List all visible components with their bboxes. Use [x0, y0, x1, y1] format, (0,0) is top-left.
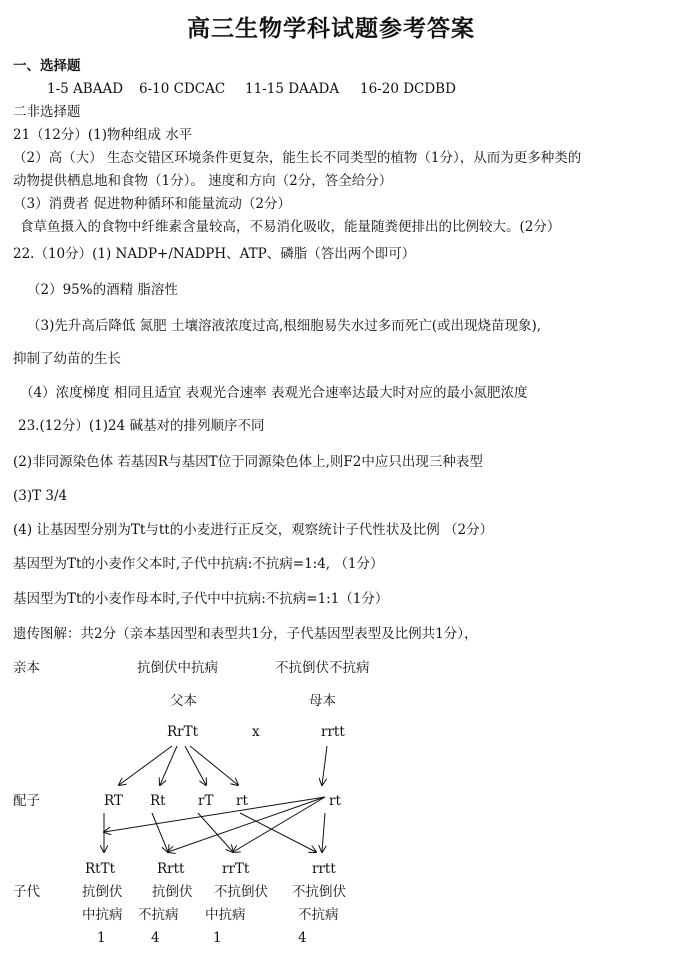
arrow	[119, 746, 172, 785]
section-heading-choice: 一、选择题	[13, 58, 81, 74]
parent-phenotype-mother: 不抗倒伏不抗病	[275, 660, 370, 676]
parent-phenotype-father: 抗倒伏中抗病	[137, 660, 218, 676]
offspring-genotype: RtTt	[85, 861, 116, 877]
offspring-genotype: rrtt	[312, 861, 336, 877]
q23-line: 遗传图解：共2分（亲本基因型和表型共1分，子代基因型表型及比例共1分），	[13, 626, 478, 642]
answer-group: 16-20 DCDBD	[360, 81, 456, 97]
offspring-phenotype: 中抗病	[205, 907, 246, 923]
offspring-phenotype: 中抗病	[82, 907, 123, 923]
offspring-ratio: 4	[298, 930, 307, 946]
gamete: rt	[236, 793, 248, 809]
q23-line: (2)非同源染色体 若基因R与基因T位于同源染色体上,则F2中应只出现三种表型	[13, 454, 483, 470]
page-title: 高三生物学科试题参考答案	[187, 16, 475, 42]
gamete-mother: rt	[329, 793, 341, 809]
q23-line: 基因型为Tt的小麦作母本时,子代中中抗病:不抗病=1:1（1分）	[13, 591, 389, 607]
answer-group: 11-15 DAADA	[245, 81, 340, 97]
offspring-phenotype: 抗倒伏	[82, 884, 123, 900]
gamete-label: 配子	[13, 793, 40, 809]
q23-line: 23.(12分）(1)24 碱基对的排列顺序不同	[18, 418, 265, 434]
q23-line: 基因型为Tt的小麦作父本时,子代中抗病:不抗病=1:4, （1分）	[13, 556, 384, 572]
q21-line: （2）高（大） 生态交错区环境条件更复杂，能生长不同类型的植物（1分），从而为更多种类的	[13, 150, 582, 166]
q22-line: 22.（10分）(1) NADP+/NADPH、ATP、磷脂（答出两个即可）	[13, 246, 416, 262]
q23-line: (3)T 3/4	[13, 488, 68, 504]
offspring-genotype: Rrtt	[157, 861, 185, 877]
mother-label: 母本	[309, 693, 336, 709]
father-genotype: RrTt	[167, 724, 199, 740]
offspring-phenotype: 抗倒伏	[152, 884, 193, 900]
offspring-phenotype: 不抗病	[298, 907, 339, 923]
gamete: Rt	[150, 793, 166, 809]
arrow	[185, 746, 206, 785]
parent-label: 亲本	[13, 660, 40, 676]
offspring-label: 子代	[13, 884, 40, 900]
arrow	[322, 746, 327, 785]
section-heading-nonchoice: 二非选择题	[13, 104, 81, 120]
arrow	[190, 746, 238, 785]
offspring-ratio: 1	[213, 930, 222, 946]
cross-symbol: x	[252, 724, 260, 740]
q21-line: 食草鱼摄入的食物中纤维素含量较高，不易消化吸收，能量随粪便排出的比例较大。(2分）	[20, 219, 561, 235]
arrow	[240, 813, 316, 852]
q21-line: 动物提供栖息地和食物（1分）。 速度和方向（2分，答全给分）	[13, 173, 393, 189]
offspring-ratio: 1	[97, 930, 106, 946]
arrow	[160, 746, 177, 785]
offspring-phenotype: 不抗倒伏	[292, 884, 346, 900]
offspring-phenotype: 不抗倒伏	[214, 884, 268, 900]
offspring-phenotype: 不抗病	[138, 907, 179, 923]
arrow	[152, 813, 168, 852]
answer-group: 1-5 ABAAD	[47, 81, 124, 97]
q22-line: （3)先升高后降低 氮肥 土壤溶液浓度过高,根细胞易失水过多而死亡(或出现烧苗现象),	[27, 318, 542, 334]
answer-group: 6-10 CDCAC	[139, 81, 226, 97]
arrow	[104, 793, 325, 832]
q21-line: 21（12分）(1)物种组成 水平	[13, 127, 193, 143]
q23-line: (4) 让基因型分别为Tt与tt的小麦进行正反交，观察统计子代性状及比例 （2分）	[13, 522, 494, 538]
arrow	[198, 813, 233, 852]
q21-line: （3）消费者 促进物种循环和能量流动（2分）	[13, 196, 291, 212]
gamete: RT	[104, 793, 123, 809]
gamete: rT	[198, 793, 214, 809]
offspring-genotype: rrTt	[222, 861, 250, 877]
offspring-ratio: 4	[151, 930, 160, 946]
q22-line: （4）浓度梯度 相同且适宜 表观光合速率 表观光合速率达最大时对应的最小氮肥浓度	[20, 385, 528, 401]
q22-line: 抑制了幼苗的生长	[13, 351, 121, 367]
arrow	[322, 813, 325, 852]
father-label: 父本	[170, 693, 197, 709]
q22-line: （2）95%的酒精 脂溶性	[27, 282, 178, 298]
mother-genotype: rrtt	[321, 724, 345, 740]
